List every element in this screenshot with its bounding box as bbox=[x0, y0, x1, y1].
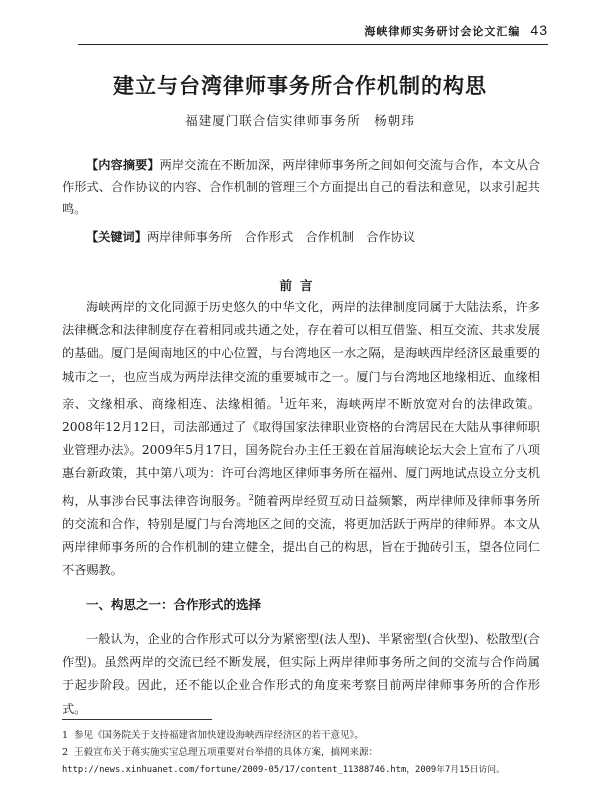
keywords-text: 两岸律师事务所 合作形式 合作机制 合作协议 bbox=[146, 230, 416, 244]
footnote-2-url[interactable]: http://news.xinhuanet.com/fortune/2009-05/17/content_11388746.htm，2009年7月15日访问。 bbox=[62, 765, 505, 775]
author-byline: 福建厦门联合信实律师事务所 杨朝玮 bbox=[185, 113, 415, 128]
preface-text-1: 海峡两岸的文化同源于历史悠久的中华文化，两岸的法律制度同属于大陆法系，许多法律概念和法律制度存在着相同或共通之处，存在着可以相互借鉴、相互交流、共求发展的基础。厦门是闽南地区的中心位置，与台湾地区一水之隔，是海峡西岸经济区最重要的城市之一，也应当成为两岸法律交流的重要城市之一。厦门与台湾地区地缘相近、血缘相亲、文缘相承、商缘相连、法缘相循。 bbox=[62, 300, 540, 411]
footnotes bbox=[62, 727, 540, 779]
section-1-heading: 一、构思之一：合作形式的选择 bbox=[86, 597, 262, 612]
header-divider bbox=[78, 44, 548, 45]
abstract-paragraph bbox=[62, 154, 540, 220]
preface-paragraph bbox=[62, 296, 540, 583]
footnote-divider bbox=[62, 719, 212, 720]
footnote-1-number: 1 bbox=[62, 730, 69, 741]
journal-name: 海峡律师实务研讨会论文汇编 bbox=[364, 25, 521, 38]
section-1-paragraph: 一般认为，企业的合作形式可以分为紧密型(法人型)、半紧密型(合伙型)、松散型(合作型)。虽然两岸的交流已经不断发展，但实际上两岸律师事务所之间的交流与合作尚属于起步阶段。因此，还不能以企业合作形式的角度来考察目前两岸律师事务所的合作形式。 bbox=[62, 632, 540, 716]
footnote-2-number: 2 bbox=[62, 747, 69, 758]
keywords-label: 【关键词】 bbox=[86, 230, 147, 244]
preface-text-2: 近年来，海峡两岸不断放宽对台的法律政策。2008年12月12日，司法部通过了《取得国家法律职业资格的台湾居民在大陆从事律师职业管理办法》。2009年5月17日，国务院台办主任王毅在首届海峡论坛大会上宣布了八项惠台新政策，其中第八项为：许可台湾地区律师事务所在福州、厦门两地试点设立分支机构，从事涉台民事法律咨询服务。 bbox=[62, 396, 540, 508]
abstract-label: 【内容摘要】 bbox=[86, 158, 160, 172]
keywords-paragraph bbox=[62, 226, 540, 248]
footnote-2-text: 王毅宣布关于蒋实施实宝总理五项重要对台举措的具体方案，搞网来源： bbox=[74, 747, 379, 758]
page-number: 43 bbox=[530, 22, 548, 38]
preface-text-3: 随着两岸经贸互动日益频繁，两岸律师及律师事务所的交流和合作，特别是厦门与台湾地区之间的交流，将更加活跃于两岸的律师界。本文从两岸律师事务所的合作机制的建立健全，提出自己的构思，旨在于抛砖引玉，望各位同仁不吝赐教。 bbox=[62, 493, 541, 578]
footnote-2-url-line bbox=[62, 761, 540, 779]
footnote-ref-2[interactable]: 2 bbox=[248, 492, 254, 502]
footnote-2 bbox=[62, 744, 540, 761]
article-title: 建立与台湾律师事务所合作机制的构思 bbox=[113, 73, 487, 98]
preface-heading: 前言 bbox=[279, 278, 321, 293]
footnote-ref-1[interactable]: 1 bbox=[279, 395, 285, 405]
abstract-text: 两岸交流在不断加深，两岸律师事务所之间如何交流与合作，本文从合作形式、合作协议的内容、合作机制的管理三个方面提出自己的看法和意见，以求引起共鸣。 bbox=[62, 158, 541, 216]
running-header bbox=[364, 22, 548, 39]
footnote-1-text: 参见《国务院关于支持福建省加快建设海峡西岸经济区的若干意见》。 bbox=[74, 730, 364, 741]
footnote-1 bbox=[62, 727, 540, 744]
